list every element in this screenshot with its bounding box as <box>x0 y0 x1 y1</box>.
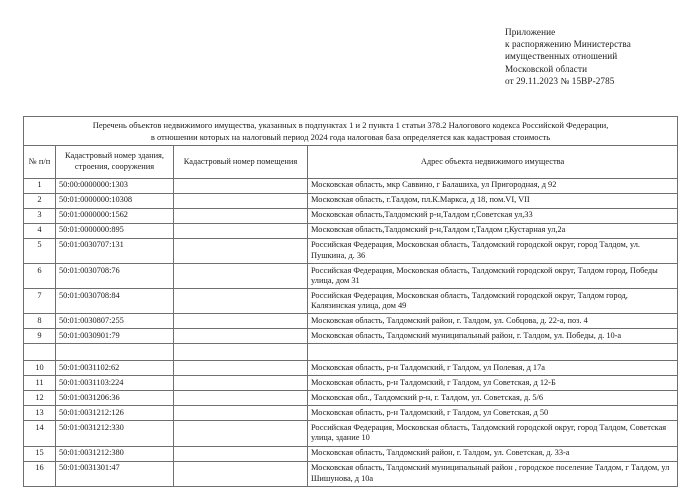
row-cadastral-premises <box>174 208 308 223</box>
row-cadastral-building: 50:01:0030707:131 <box>56 238 174 263</box>
row-cadastral-building: 50:01:0030708:76 <box>56 264 174 289</box>
table-title-line-1: Перечень объектов недвижимого имущества, указанных в подпунктах 1 и 2 пункта 1 статьи 378.2 Налогового кодекса Российской Федерации, <box>92 119 609 130</box>
table-row <box>24 361 678 376</box>
property-objects-table <box>23 116 678 487</box>
row-cadastral-building: 50:01:0031103:224 <box>56 376 174 391</box>
table-row <box>24 421 678 446</box>
row-number: 7 <box>24 289 56 314</box>
column-header-cadastral-building-line-2: строения, сооружения <box>74 161 155 171</box>
row-address: Московская область,Талдомский р-н,Талдом г,Советская ул,33 <box>308 208 678 223</box>
table-row <box>24 314 678 329</box>
column-header-number: № п/п <box>24 145 56 178</box>
row-number: 15 <box>24 446 56 461</box>
row-cadastral-premises <box>174 406 308 421</box>
row-cadastral-premises <box>174 264 308 289</box>
row-number: 9 <box>24 329 56 344</box>
row-cadastral-building: 50:01:0031102:62 <box>56 361 174 376</box>
spacer-cell-cadastral-premises <box>174 344 308 361</box>
row-number: 5 <box>24 238 56 263</box>
row-address: Российская Федерация, Московская область, Талдомский городской округ, Талдом город, Победы улица, дом 31 <box>308 264 678 289</box>
row-cadastral-building: 50:01:0000000:895 <box>56 223 174 238</box>
row-cadastral-premises <box>174 178 308 193</box>
row-cadastral-premises <box>174 314 308 329</box>
row-cadastral-building: 50:01:0000000:1562 <box>56 208 174 223</box>
row-address: Московская область, р-н Талдомский, г Талдом, ул Советская, д 50 <box>308 406 678 421</box>
row-cadastral-building: 50:01:0031206:36 <box>56 391 174 406</box>
table-row <box>24 391 678 406</box>
spacer-cell-cadastral-building <box>56 344 174 361</box>
row-cadastral-premises <box>174 446 308 461</box>
table-row <box>24 329 678 344</box>
table-title-row <box>24 117 678 146</box>
row-address: Московская область, р-н Талдомский, г Талдом, ул Советская, д 12-Б <box>308 376 678 391</box>
table-row <box>24 178 678 193</box>
row-address: Московская область,Талдомский р-н,Талдом г,Талдом г,Кустарная ул,2а <box>308 223 678 238</box>
row-cadastral-building: 50:00:0000000:1303 <box>56 178 174 193</box>
appendix-order-number: от 29.11.2023 № 15ВР-2785 <box>505 75 615 86</box>
column-header-cadastral-premises: Кадастровый номер помещения <box>174 145 308 178</box>
row-address: Российская Федерация, Московская область, Талдомский городской округ, город Талдом, ул. Пушкина, д. 36 <box>308 238 678 263</box>
row-number: 1 <box>24 178 56 193</box>
row-number: 16 <box>24 461 56 486</box>
row-number: 11 <box>24 376 56 391</box>
row-number: 12 <box>24 391 56 406</box>
row-cadastral-building: 50:01:0000000:10308 <box>56 193 174 208</box>
appendix-line-4: Московской области <box>505 63 588 74</box>
table-row <box>24 289 678 314</box>
appendix-line-2: к распоряжению Министерства <box>505 39 631 50</box>
row-cadastral-building: 50:01:0031212:380 <box>56 446 174 461</box>
row-cadastral-building: 50:01:0030901:79 <box>56 329 174 344</box>
row-address: Московская область, Талдомский район, г. Талдом, ул. Собцова, д. 22-а, поз. 4 <box>308 314 678 329</box>
row-address: Российская Федерация, Московская область, Талдомский городской округ, город Талдом, Советская улица, здание 10 <box>308 421 678 446</box>
row-address: Московская область, р-н Талдомский, г Талдом, ул Полевая, д 17а <box>308 361 678 376</box>
row-address: Российская Федерация, Московская область, Талдомский городской округ, Талдом город, Калязинская улица, дом 49 <box>308 289 678 314</box>
row-number: 8 <box>24 314 56 329</box>
row-number: 14 <box>24 421 56 446</box>
row-number: 13 <box>24 406 56 421</box>
table-row <box>24 238 678 263</box>
table-row <box>24 376 678 391</box>
table-row <box>24 446 678 461</box>
row-number: 2 <box>24 193 56 208</box>
spacer-cell-address <box>308 344 678 361</box>
row-cadastral-premises <box>174 421 308 446</box>
row-cadastral-premises <box>174 329 308 344</box>
table-title <box>24 117 678 146</box>
row-cadastral-building: 50:01:0030708:84 <box>56 289 174 314</box>
row-cadastral-building: 50:01:0031212:330 <box>56 421 174 446</box>
column-header-cadastral-building <box>56 145 174 178</box>
column-header-address: Адрес объекта недвижимого имущества <box>308 145 678 178</box>
table-title-line-2: в отношении которых на налоговый период 2024 года налоговая база определяется как кадастровая стоимость <box>150 131 551 142</box>
row-cadastral-premises <box>174 238 308 263</box>
row-cadastral-premises <box>174 376 308 391</box>
row-number: 3 <box>24 208 56 223</box>
row-address: Московская область, г.Талдом, пл.К.Маркса, д 18, пом.VI, VII <box>308 193 678 208</box>
column-header-cadastral-building-line-1: Кадастровый номер здания, <box>64 151 165 161</box>
row-cadastral-premises <box>174 361 308 376</box>
table-row <box>24 193 678 208</box>
row-cadastral-building: 50:01:0031301:47 <box>56 461 174 486</box>
row-address: Московская область, Талдомский район, г. Талдом, ул. Советская, д. 33-а <box>308 446 678 461</box>
row-number: 4 <box>24 223 56 238</box>
row-cadastral-premises <box>174 223 308 238</box>
row-cadastral-premises <box>174 289 308 314</box>
table-body <box>24 117 678 487</box>
spacer-cell-number <box>24 344 56 361</box>
appendix-line-3: имущественных отношений <box>505 51 618 62</box>
row-cadastral-premises <box>174 193 308 208</box>
table-row <box>24 406 678 421</box>
document-table-container <box>23 116 677 487</box>
row-address: Московская область, Талдомский муниципальный район , городское поселение Талдом, г Талдом, ул Шишунова, д 10а <box>308 461 678 486</box>
row-number: 10 <box>24 361 56 376</box>
row-address: Московская область, мкр Саввино, г Балашиха, ул Пригородная, д 92 <box>308 178 678 193</box>
row-address: Московская обл., Талдомский р-н, г. Талдом, ул. Советская, д. 5/6 <box>308 391 678 406</box>
appendix-line-1: Приложение <box>505 27 556 37</box>
row-number: 6 <box>24 264 56 289</box>
appendix-header <box>505 26 695 87</box>
table-row <box>24 223 678 238</box>
row-cadastral-building: 50:01:0030807:255 <box>56 314 174 329</box>
table-header-row <box>24 145 678 178</box>
row-address: Московская область, Талдомский муниципальный район, г. Талдом, ул. Победы, д. 10-а <box>308 329 678 344</box>
table-row <box>24 264 678 289</box>
row-cadastral-building: 50:01:0031212:126 <box>56 406 174 421</box>
table-row <box>24 208 678 223</box>
table-spacer-row <box>24 344 678 361</box>
row-cadastral-premises <box>174 391 308 406</box>
